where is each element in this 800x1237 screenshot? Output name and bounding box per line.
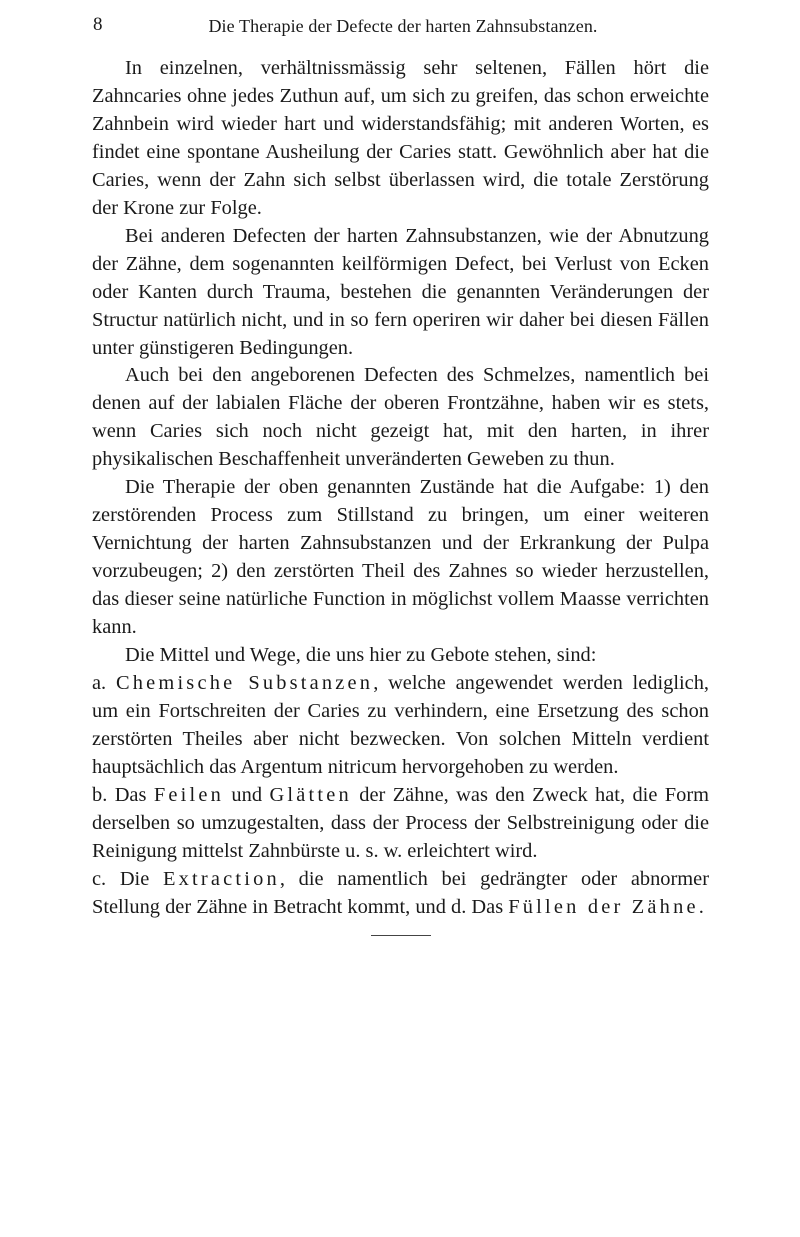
item-c-text: , die namentlich bei gedrängter oder abnormer Stellung der Zähne in Betracht kommt, und d. Das — [92, 867, 709, 918]
item-a-term: Chemische Substanzen — [115, 671, 374, 694]
item-b-text: der Zähne, was den Zweck hat, die Form derselben so umzugestalten, dass der Process der Selbstreinigung oder die Reinigung mittelst Zahnbürste u. s. w. erleichtert wird. — [92, 783, 709, 862]
list-item-c-d — [92, 866, 709, 922]
item-c-prefix: c. Die — [92, 867, 163, 890]
item-a-prefix: a. — [92, 671, 116, 694]
item-b-term-1: Feilen — [153, 783, 225, 806]
running-title: Die Therapie der Defecte der harten Zahnsubstanzen. — [208, 16, 598, 36]
list-item-b — [92, 782, 709, 866]
item-b-prefix: b. Das — [92, 783, 154, 806]
item-a-text: , welche angewendet werden lediglich, um ein Fortschreiten der Caries zu verhindern, eine Ersetzung des schon zerstörten Theiles aber nicht bezwecken. Von solchen Mitteln verdient hauptsächlich das Argentum nitricum hervorgehoben zu werden. — [92, 671, 709, 778]
item-d-end: . — [698, 895, 704, 918]
section-end-rule — [371, 935, 431, 936]
paragraph-congenital-defects: Auch bei den angeborenen Defecten des Schmelzes, namentlich bei denen auf der labialen Fläche der oberen Frontzähne, haben wir es stets, wenn Caries sich noch nicht gezeigt hat, mit den harten, in ihrer physikalischen Beschaffenheit unveränderten Geweben zu thun. — [92, 364, 709, 471]
paragraph-therapy-task: Die Therapie der oben genannten Zustände hat die Aufgabe: 1) den zerstörenden Process zum Stillstand zu bringen, um einer weiteren Vernichtung der harten Zahnsubstanzen und der Erkrankung der Pulpa vorzubeugen; 2) den zerstörten Theil des Zahnes so wieder herzustellen, das dieser seine natürliche Function in möglichst vollem Maasse verrichten kann. — [92, 476, 709, 639]
paragraph-caries: In einzelnen, verhältnissmässig sehr seltenen, Fällen hört die Zahncaries ohne jedes Zuthun auf, um sich zu greifen, das schon erweichte Zahnbein wird wieder hart und widerstandsfähig; mit anderen Worten, es findet eine spontane Ausheilung der Caries statt. Gewöhnlich aber hat die Caries, wenn der Zahn sich selbst überlassen wird, die totale Zerstörung der Krone zur Folge. — [92, 57, 709, 219]
item-b-mid: und — [224, 783, 270, 806]
item-b-term-2: Glätten — [269, 783, 352, 806]
item-c-term: Extraction — [162, 867, 280, 890]
page-header — [93, 14, 713, 38]
item-d-term: Füllen der Zähne — [508, 895, 699, 918]
page-number: 8 — [93, 14, 103, 35]
paragraph-means-intro: Die Mittel und Wege, die uns hier zu Gebote stehen, sind: — [125, 644, 597, 667]
list-item-a — [92, 670, 709, 782]
paragraph-other-defects: Bei anderen Defecten der harten Zahnsubstanzen, wie der Abnutzung der Zähne, dem sogenannten keilförmigen Defect, bei Verlust von Ecken oder Kanten durch Trauma, bestehen die genannten Veränderungen der Structur natürlich nicht, und in so fern operiren wir daher bei diesen Fällen unter günstigeren Bedingungen. — [92, 224, 709, 359]
body-text — [92, 55, 709, 922]
